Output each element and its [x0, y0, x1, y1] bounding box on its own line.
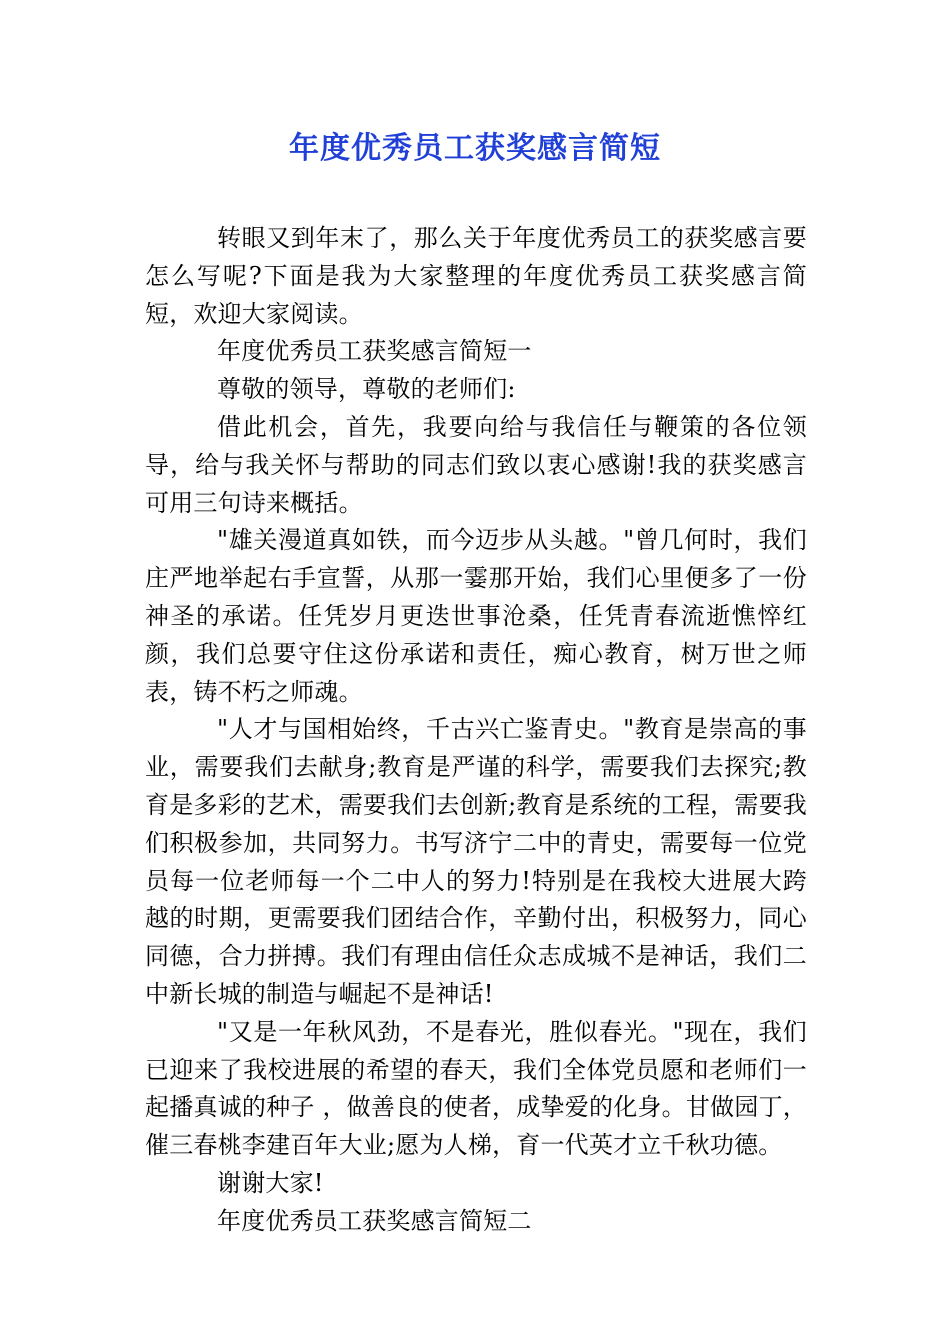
- body-paragraph: "又是一年秋风劲，不是春光，胜似春光。"现在，我们已迎来了我校进展的希望的春天，我们全体党员愿和老师们一起播真诚的种子 ，做善良的使者，成挚爱的化身。甘做园丁，催三春桃李建百年大业;愿为人梯，育一代英才立千秋功德。: [145, 1017, 807, 1160]
- salutation: 尊敬的领导，尊敬的老师们:: [217, 375, 516, 404]
- body-paragraph: "人才与国相始终，千古兴亡鉴青史。"教育是崇高的事业，需要我们去献身;教育是严谨的科学，需要我们去探究;教育是多彩的艺术，需要我们去创新;教育是系统的工程，需要我们积极参加，共同努力。书写济宁二中的青史，需要每一位党员每一位老师每一个二中人的努力!特别是在我校大进展大跨越的时期，更需要我们团结合作，辛勤付出，积极努力，同心同德，合力拼搏。我们有理由信任众志成城不是神话，我们二中新长城的制造与崛起不是神话!: [145, 715, 807, 1008]
- section-heading-one: 年度优秀员工获奖感言简短一: [217, 337, 532, 366]
- closing-thanks: 谢谢大家!: [217, 1168, 324, 1197]
- body-paragraph: 借此机会，首先，我要向给与我信任与鞭策的各位领导，给与我关怀与帮助的同志们致以衷心感谢!我的获奖感言可用三句诗来概括。: [145, 412, 807, 517]
- body-paragraph: "雄关漫道真如铁，而今迈步从头越。"曾几何时，我们庄严地举起右手宣誓，从那一霎那开始，我们心里便多了一份神圣的承诺。任凭岁月更迭世事沧桑，任凭青春流逝憔悴红颜，我们总要守住这份承诺和责任，痴心教育，树万世之师表，铸不朽之师魂。: [145, 526, 807, 706]
- document-body: [145, 220, 807, 1241]
- section-heading-two: 年度优秀员工获奖感言简短二: [217, 1206, 532, 1235]
- intro-paragraph: 转眼又到年末了，那么关于年度优秀员工的获奖感言要怎么写呢?下面是我为大家整理的年度优秀员工获奖感言简短，欢迎大家阅读。: [145, 224, 807, 328]
- document-title: 年度优秀员工获奖感言简短: [289, 131, 661, 166]
